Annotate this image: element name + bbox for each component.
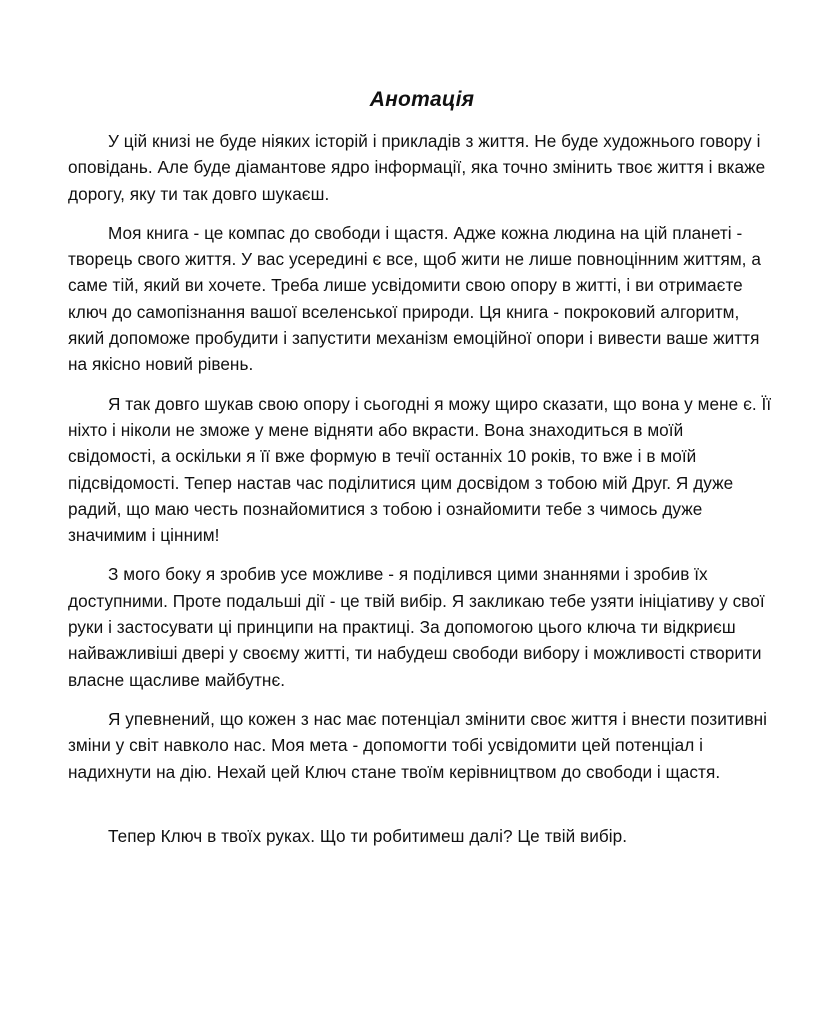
page-title: Анотація [369,88,475,111]
paragraph-5: Я упевнений, що кожен з нас має потенціал змінити своє життя і внести позитивні зміни у світ навколо нас. Моя мета - допомогти тобі усвідомити цей потенціал і надихнути на дію. Нехай цей Ключ стане твоїм керівництвом до свободи і щастя. [68,708,768,782]
closing-paragraph: Тепер Ключ в твоїх руках. Що ти робитимеш далі? Це твій вибір. [108,825,628,846]
paragraph-2: Моя книга - це компас до свободи і щастя. Адже кожна людина на цій планеті - творець свого життя. У вас усередині є все, щоб жити не лише повноцінним життям, а саме тій, який ви хочете. Треба лише усвідомити свою опору в житті, і ви отримаєте ключ до самопізнання вашої вселенської природи. Ця книга - покроковий алгоритм, який допоможе пробудити і запустити механізм емоційної опори і вивести ваше життя на якісно новий рівень. [68,222,761,375]
document-page [68,84,776,862]
paragraph-1: У цій книзі не буде ніяких історій і прикладів з життя. Не буде художнього говору і оповідань. Але буде діамантове ядро інформації, яка точно змінить твоє життя і вкаже дорогу, яку ти так довго шукаєш. [68,131,766,204]
paragraph-3: Я так довго шукав свою опору і сьогодні я можу щиро сказати, що вона у мене є. Її ніхто і ніколи не зможе у мене відняти або вкрасти. Вона знаходиться в моїй свідомості, а оскільки я її вже формую в течії останніх 10 років, то вже і в моїй підсвідомості. Тепер настав час поділитися цим досвідом з тобою мій Друг. Я дуже радий, що маю честь познайомитися з тобою і ознайомити тебе з чимось дуже значимим і цінним! [68,393,772,546]
paragraph-4: З мого боку я зробив усе можливе - я поділився цими знаннями і зробив їх доступними. Проте подальші дії - це твій вибір. Я закликаю тебе узяти ініціативу у свої руки і застосувати ці принципи на практиці. За допомогою цього ключа ти відкриєш найважливіші двері у своєму житті, ти набудеш свободи вибору і можливості створити власне щасливе майбутнє. [68,564,765,690]
